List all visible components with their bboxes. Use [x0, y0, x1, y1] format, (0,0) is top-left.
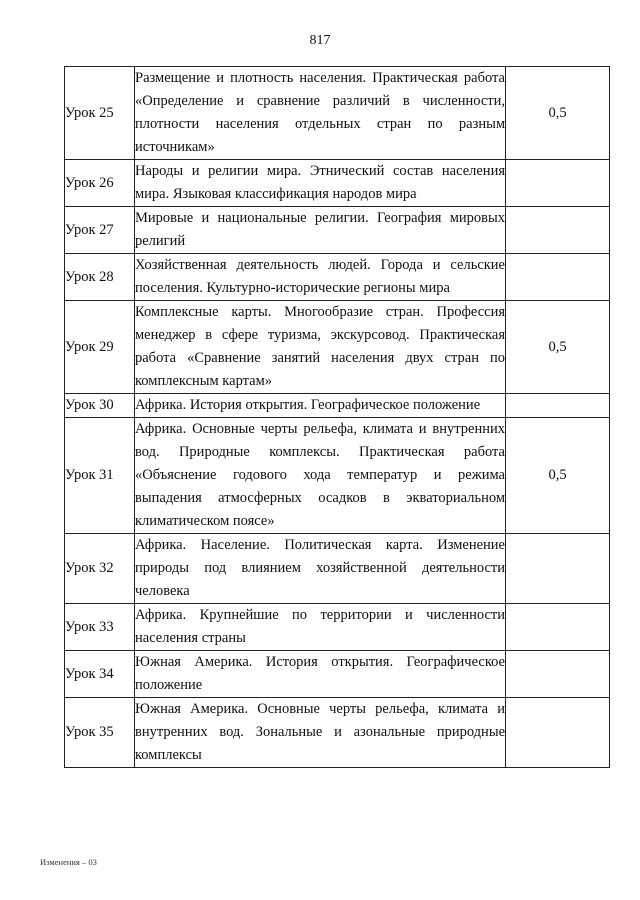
lesson-topic-cell: Комплексные карты. Многообразие стран. Профессия менеджер в сфере туризма, экскурсовод. Практическая работа «Сравнение занятий населения двух стран по комплексным картам» [135, 301, 506, 394]
lesson-number-cell: Урок 28 [65, 254, 135, 301]
lesson-topic-cell: Африка. История открытия. Географическое положение [135, 394, 506, 418]
table-row [65, 604, 610, 651]
table-row [65, 254, 610, 301]
practical-hours-cell [506, 698, 610, 768]
lesson-topic-cell: Размещение и плотность населения. Практическая работа «Определение и сравнение различий в численности, плотности населения отдельных стран по разным источникам» [135, 67, 506, 160]
table-row [65, 534, 610, 604]
practical-hours-cell [506, 160, 610, 207]
lesson-number-cell: Урок 27 [65, 207, 135, 254]
footer-revision-note: Изменения – 03 [40, 857, 97, 867]
practical-hours-cell [506, 254, 610, 301]
lesson-topic-cell: Африка. Население. Политическая карта. Изменение природы под влиянием хозяйственной деятельности человека [135, 534, 506, 604]
practical-hours-cell [506, 604, 610, 651]
practical-hours-cell [506, 534, 610, 604]
lesson-number-cell: Урок 26 [65, 160, 135, 207]
practical-hours-cell [506, 394, 610, 418]
practical-hours-cell: 0,5 [506, 301, 610, 394]
lesson-number-cell: Урок 25 [65, 67, 135, 160]
table-row [65, 394, 610, 418]
practical-hours-cell [506, 207, 610, 254]
lesson-topic-cell: Африка. Основные черты рельефа, климата и внутренних вод. Природные комплексы. Практическая работа «Объяснение годового хода температур и режима выпадения атмосферных осадков в экваториальном климатическом поясе» [135, 418, 506, 534]
table-row [65, 418, 610, 534]
table-row [65, 301, 610, 394]
lesson-topic-cell: Южная Америка. Основные черты рельефа, климата и внутренних вод. Зональные и азональные природные комплексы [135, 698, 506, 768]
lesson-number-cell: Урок 35 [65, 698, 135, 768]
lesson-number-cell: Урок 33 [65, 604, 135, 651]
table-row [65, 67, 610, 160]
lesson-topic-cell: Хозяйственная деятельность людей. Города и сельские поселения. Культурно-исторические регионы мира [135, 254, 506, 301]
practical-hours-cell: 0,5 [506, 67, 610, 160]
practical-hours-cell [506, 651, 610, 698]
practical-hours-cell: 0,5 [506, 418, 610, 534]
lesson-plan-table [64, 66, 610, 768]
lesson-rows [65, 67, 610, 768]
lesson-number-cell: Урок 29 [65, 301, 135, 394]
lesson-topic-cell: Африка. Крупнейшие по территории и численности населения страны [135, 604, 506, 651]
table-row [65, 698, 610, 768]
table-row [65, 651, 610, 698]
lesson-number-cell: Урок 31 [65, 418, 135, 534]
lesson-topic-cell: Народы и религии мира. Этнический состав населения мира. Языковая классификация народов мира [135, 160, 506, 207]
lesson-number-cell: Урок 32 [65, 534, 135, 604]
table-row [65, 207, 610, 254]
table-row [65, 160, 610, 207]
lesson-topic-cell: Мировые и национальные религии. География мировых религий [135, 207, 506, 254]
lesson-number-cell: Урок 30 [65, 394, 135, 418]
lesson-number-cell: Урок 34 [65, 651, 135, 698]
page-number: 817 [309, 33, 331, 48]
lesson-topic-cell: Южная Америка. История открытия. Географическое положение [135, 651, 506, 698]
